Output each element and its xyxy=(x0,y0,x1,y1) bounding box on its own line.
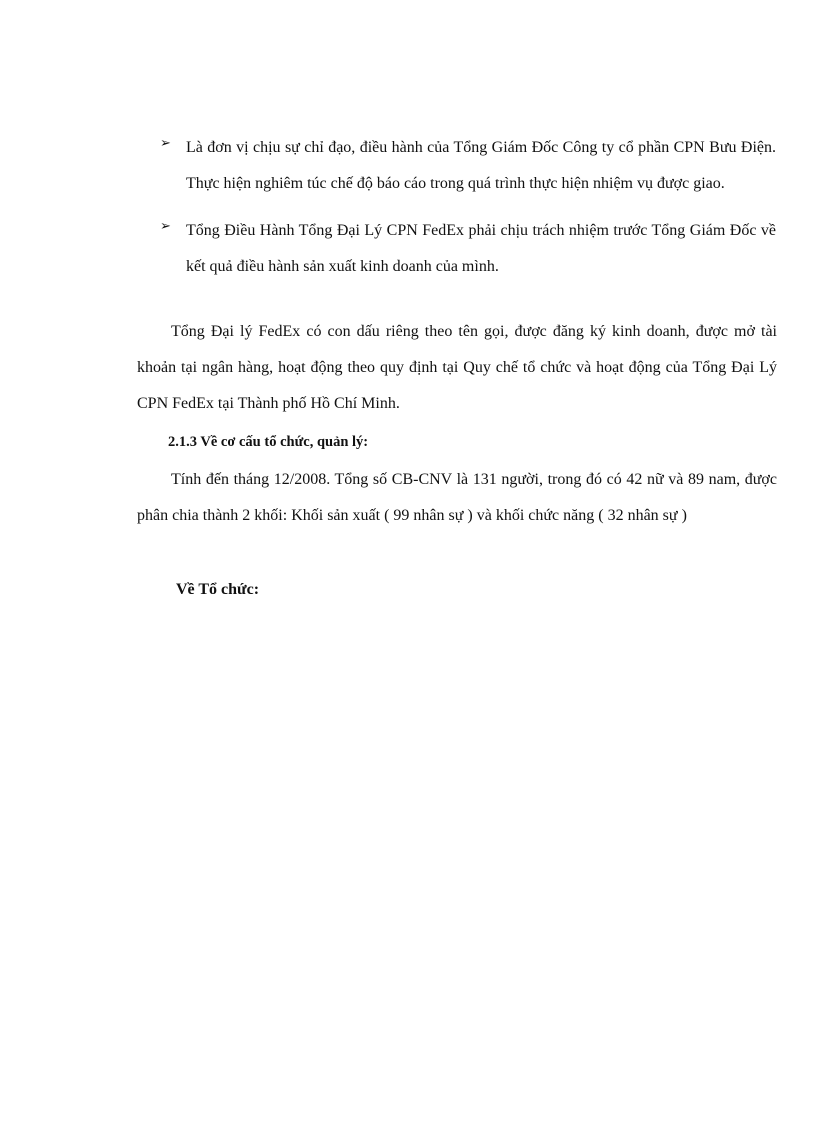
body-paragraph: Tổng Đại lý FedEx có con dấu riêng theo tên gọi, được đăng ký kinh doanh, được mở tài khoản tại ngân hàng, hoạt động theo quy định tại Quy chế tổ chức và hoạt động của Tổng Đại Lý CPN FedEx tại Thành phố Hồ Chí Minh. xyxy=(137,323,777,412)
arrow-bullet-icon: ➢ xyxy=(160,136,171,151)
subsection-heading: Về Tổ chức: xyxy=(176,581,260,598)
arrow-bullet-icon: ➢ xyxy=(160,219,171,234)
bullet-text: Tổng Điều Hành Tổng Đại Lý CPN FedEx phải chịu trách nhiệm trước Tổng Giám Đốc về kết quả điều hành sản xuất kinh doanh của mình. xyxy=(186,222,776,275)
section-heading: 2.1.3 Về cơ cấu tổ chức, quản lý: xyxy=(168,434,369,450)
bullet-list xyxy=(160,130,776,296)
list-item xyxy=(160,130,776,202)
bullet-text: Là đơn vị chịu sự chỉ đạo, điều hành của Tổng Giám Đốc Công ty cổ phần CPN Bưu Điện. Thực hiện nghiêm túc chế độ báo cáo trong quá trình thực hiện nhiệm vụ được giao. xyxy=(186,139,776,192)
body-paragraph: Tính đến tháng 12/2008. Tổng số CB-CNV là 131 người, trong đó có 42 nữ và 89 nam, được phân chia thành 2 khối: Khối sản xuất ( 99 nhân sự ) và khối chức năng ( 32 nhân sự ) xyxy=(137,471,777,524)
list-item xyxy=(160,213,776,285)
